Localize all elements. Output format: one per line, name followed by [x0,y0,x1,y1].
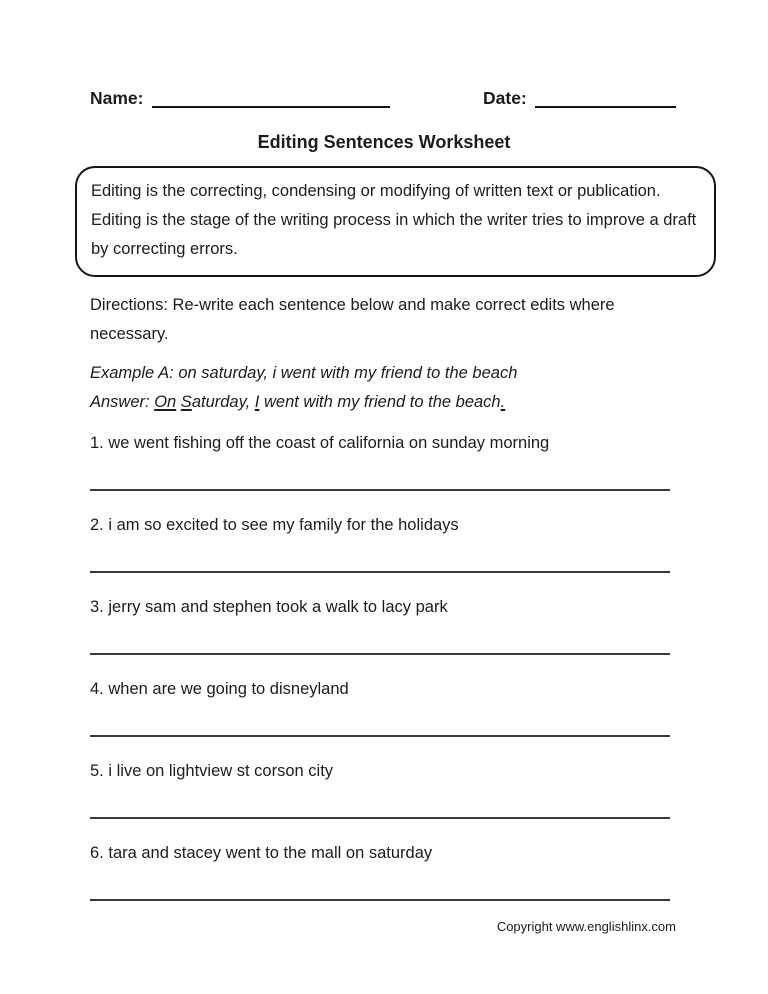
exercise-number: 5. [90,762,104,780]
exercise-item [90,757,768,819]
example-block [90,359,768,417]
exercise-number: 3. [90,598,104,616]
answer-write-line [90,653,670,655]
answer-correction: S [180,393,192,411]
answer-write-line [90,899,670,901]
example-answer: Answer: On Saturday, I went with my friend to the beach. [90,393,506,411]
exercise-number: 1. [90,434,104,452]
date-label: Date: [483,88,527,108]
exercise-sentence [90,511,768,540]
date-field [483,88,676,109]
exercise-list [90,429,768,901]
exercise-text: i live on lightview st corson city [108,762,334,780]
exercise-text: when are we going to disneyland [108,680,349,698]
date-blank-line [535,106,676,108]
exercise-sentence [90,839,768,868]
copyright-text: Copyright www.englishlinx.com [496,919,676,934]
exercise-sentence [90,593,768,622]
exercise-text: we went fishing off the coast of california on sunday morning [108,434,550,452]
exercise-item [90,593,768,655]
exercise-text: jerry sam and stephen took a walk to lacy park [108,598,448,616]
footer [0,919,676,935]
exercise-item [90,839,768,901]
directions-text: Directions: Re-write each sentence below and make correct edits where necessary. [90,296,615,343]
exercise-text: tara and stacey went to the mall on saturday [108,844,433,862]
example-prompt: Example A: on saturday, i went with my friend to the beach [90,364,518,382]
header [0,0,768,109]
name-field [90,88,390,109]
exercise-number: 4. [90,680,104,698]
exercise-sentence [90,675,768,704]
answer-correction: On [154,393,177,411]
definition-text: Editing is the correcting, condensing or modifying of written text or publication. Editing is the stage of the writing process in which the writer tries to improve a draft by correcting errors. [91,182,697,258]
answer-label: Answer: [90,393,155,411]
exercise-text: i am so excited to see my family for the holidays [108,516,459,534]
exercise-number: 2. [90,516,104,534]
answer-write-line [90,817,670,819]
exercise-number: 6. [90,844,104,862]
exercise-item [90,429,768,491]
answer-correction: I [254,393,260,411]
answer-correction: . [500,393,506,411]
exercise-sentence [90,429,768,458]
definition-box [75,166,716,277]
answer-write-line [90,571,670,573]
exercise-item [90,675,768,737]
answer-write-line [90,735,670,737]
name-blank-line [152,106,391,108]
name-label: Name: [90,88,144,108]
exercise-sentence [90,757,768,786]
page-title: Editing Sentences Worksheet [257,132,511,152]
exercise-item [90,511,768,573]
answer-write-line [90,489,670,491]
